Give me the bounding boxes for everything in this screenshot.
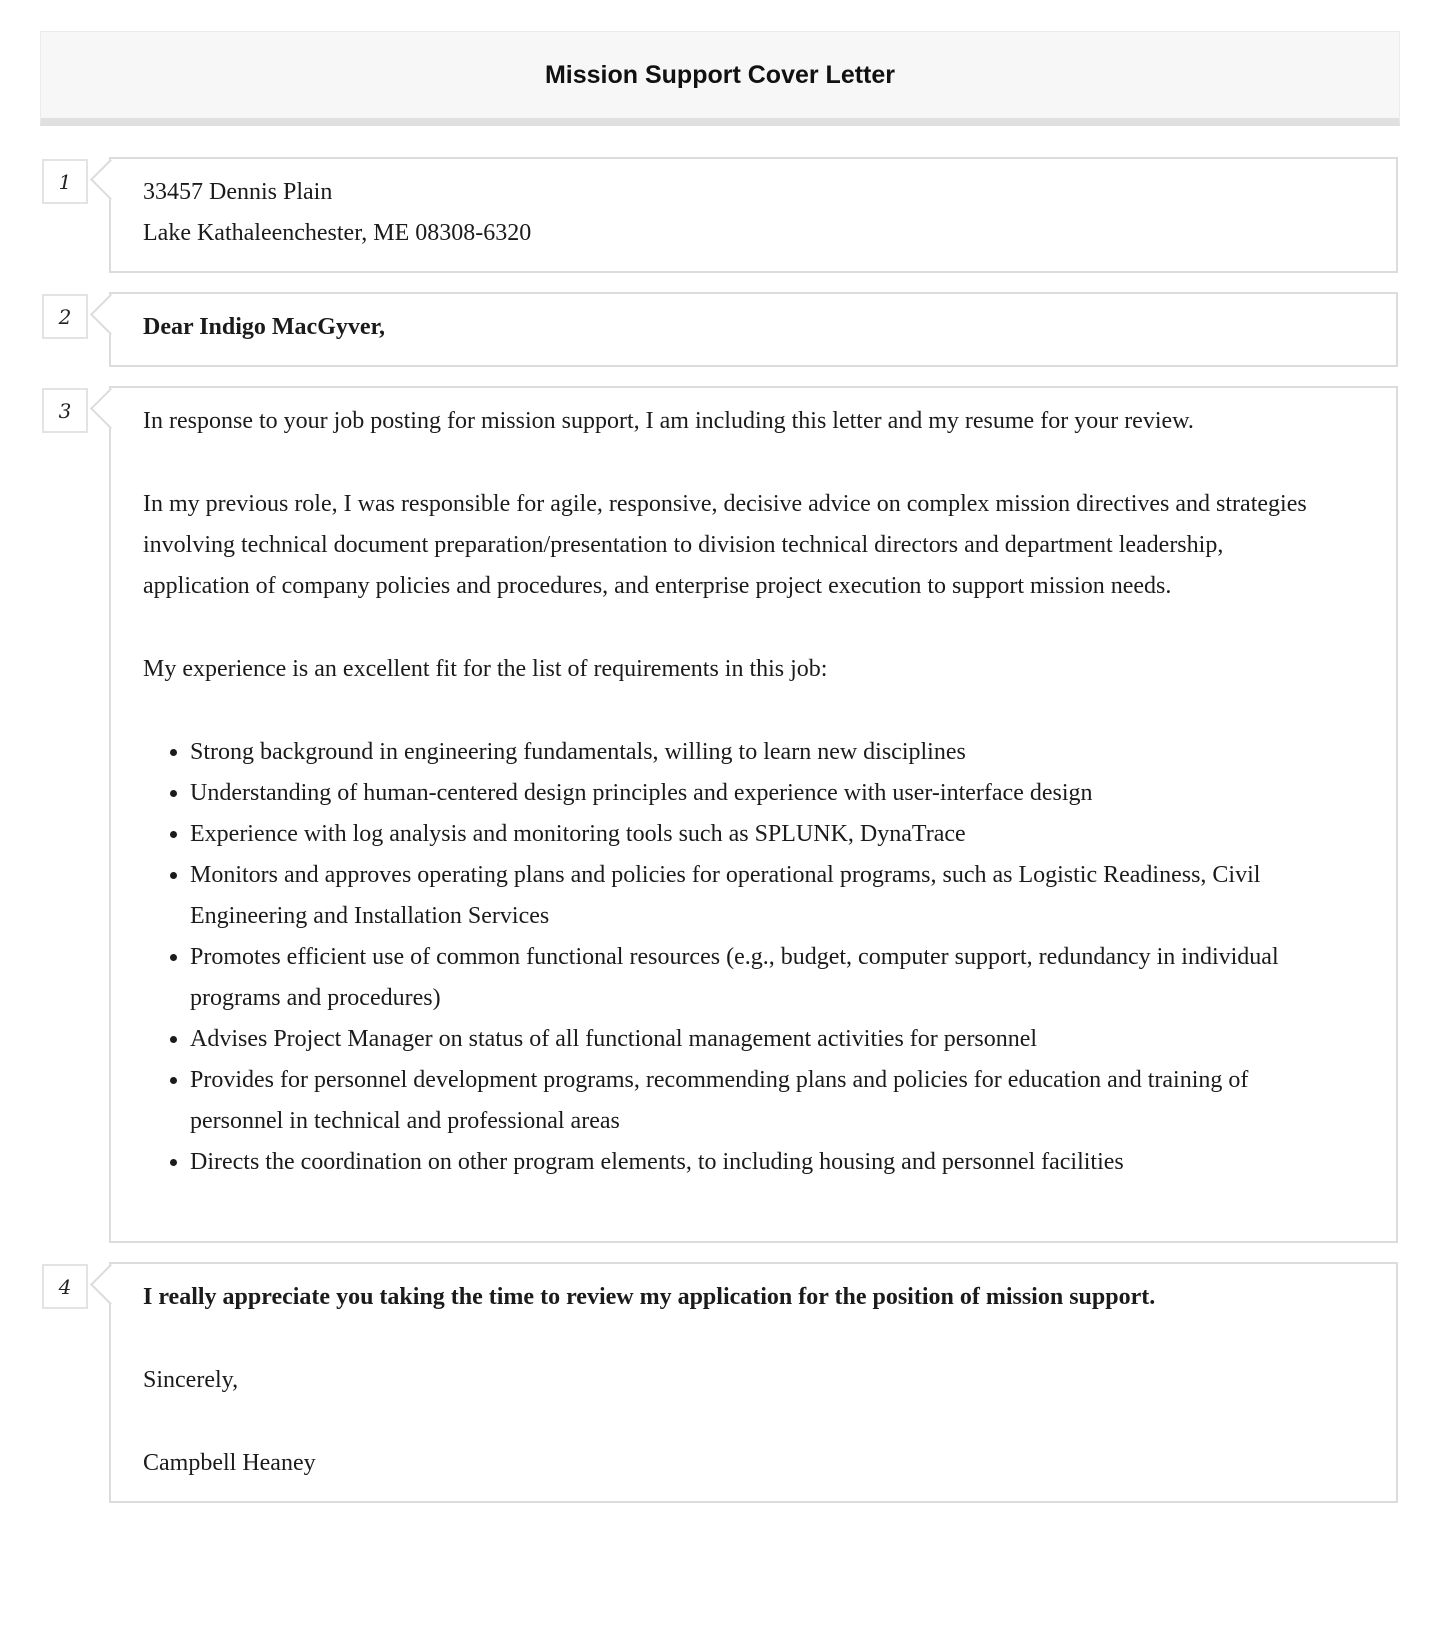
closing-statement: I really appreciate you taking the time to review my application for the position of mission support. (143, 1284, 1156, 1310)
body-paragraph-3: My experience is an excellent fit for the list of requirements in this job: (143, 656, 828, 682)
section-number-label: 4 (58, 1274, 72, 1299)
section-number-badge-1 (42, 159, 88, 204)
page-title: Mission Support Cover Letter (544, 61, 896, 89)
letter-sections (42, 157, 1398, 1503)
salutation-box (109, 292, 1398, 367)
cover-letter-page (0, 31, 1440, 1652)
signoff-text: Sincerely, (143, 1367, 239, 1393)
requirement-item: • Strong background in engineering fundamentals, willing to learn new disciplines (190, 732, 1328, 773)
section-number-badge-2 (42, 294, 88, 339)
requirement-item: • Provides for personnel development programs, recommending plans and policies for education and training of personnel in technical and professional areas (190, 1060, 1328, 1142)
requirements-list (143, 732, 1328, 1183)
requirement-item: • Advises Project Manager on status of all functional management activities for personnel (190, 1019, 1328, 1060)
section-number-label: 1 (58, 169, 72, 194)
section-number-badge-3 (42, 388, 88, 433)
closing-box (109, 1262, 1398, 1503)
body-paragraph-2: In my previous role, I was responsible for agile, responsive, decisive advice on complex mission directives and strategies involving technical document preparation/presentation to division technical directors and department leadership, application of company policies and procedures, and enterprise project execution to support mission needs. (143, 491, 1307, 599)
section-salutation (42, 292, 1398, 367)
section-number-label: 3 (58, 398, 72, 423)
section-number-label: 2 (58, 304, 72, 329)
requirement-item: • Directs the coordination on other program elements, to including housing and personnel facilities (190, 1142, 1328, 1183)
address-box (109, 157, 1398, 273)
requirement-item: • Experience with log analysis and monitoring tools such as SPLUNK, DynaTrace (190, 814, 1328, 855)
body-paragraph-1: In response to your job posting for mission support, I am including this letter and my resume for your review. (143, 408, 1194, 434)
signature-name: Campbell Heaney (143, 1450, 316, 1476)
address-line-2: Lake Kathaleenchester, ME 08308-6320 (143, 220, 532, 246)
address-line-1: 33457 Dennis Plain (143, 179, 333, 205)
requirement-item: • Monitors and approves operating plans and policies for operational programs, such as Logistic Readiness, Civil Engineering and Installation Services (190, 855, 1328, 937)
salutation-text: Dear Indigo MacGyver, (143, 314, 385, 340)
requirement-item: • Promotes efficient use of common functional resources (e.g., budget, computer support, redundancy in individual programs and procedures) (190, 937, 1328, 1019)
section-address (42, 157, 1398, 273)
section-number-badge-4 (42, 1264, 88, 1309)
section-body (42, 386, 1398, 1243)
body-box (109, 386, 1398, 1243)
section-closing (42, 1262, 1398, 1503)
document-header (40, 31, 1400, 126)
requirement-item: • Understanding of human-centered design principles and experience with user-interface design (190, 773, 1328, 814)
